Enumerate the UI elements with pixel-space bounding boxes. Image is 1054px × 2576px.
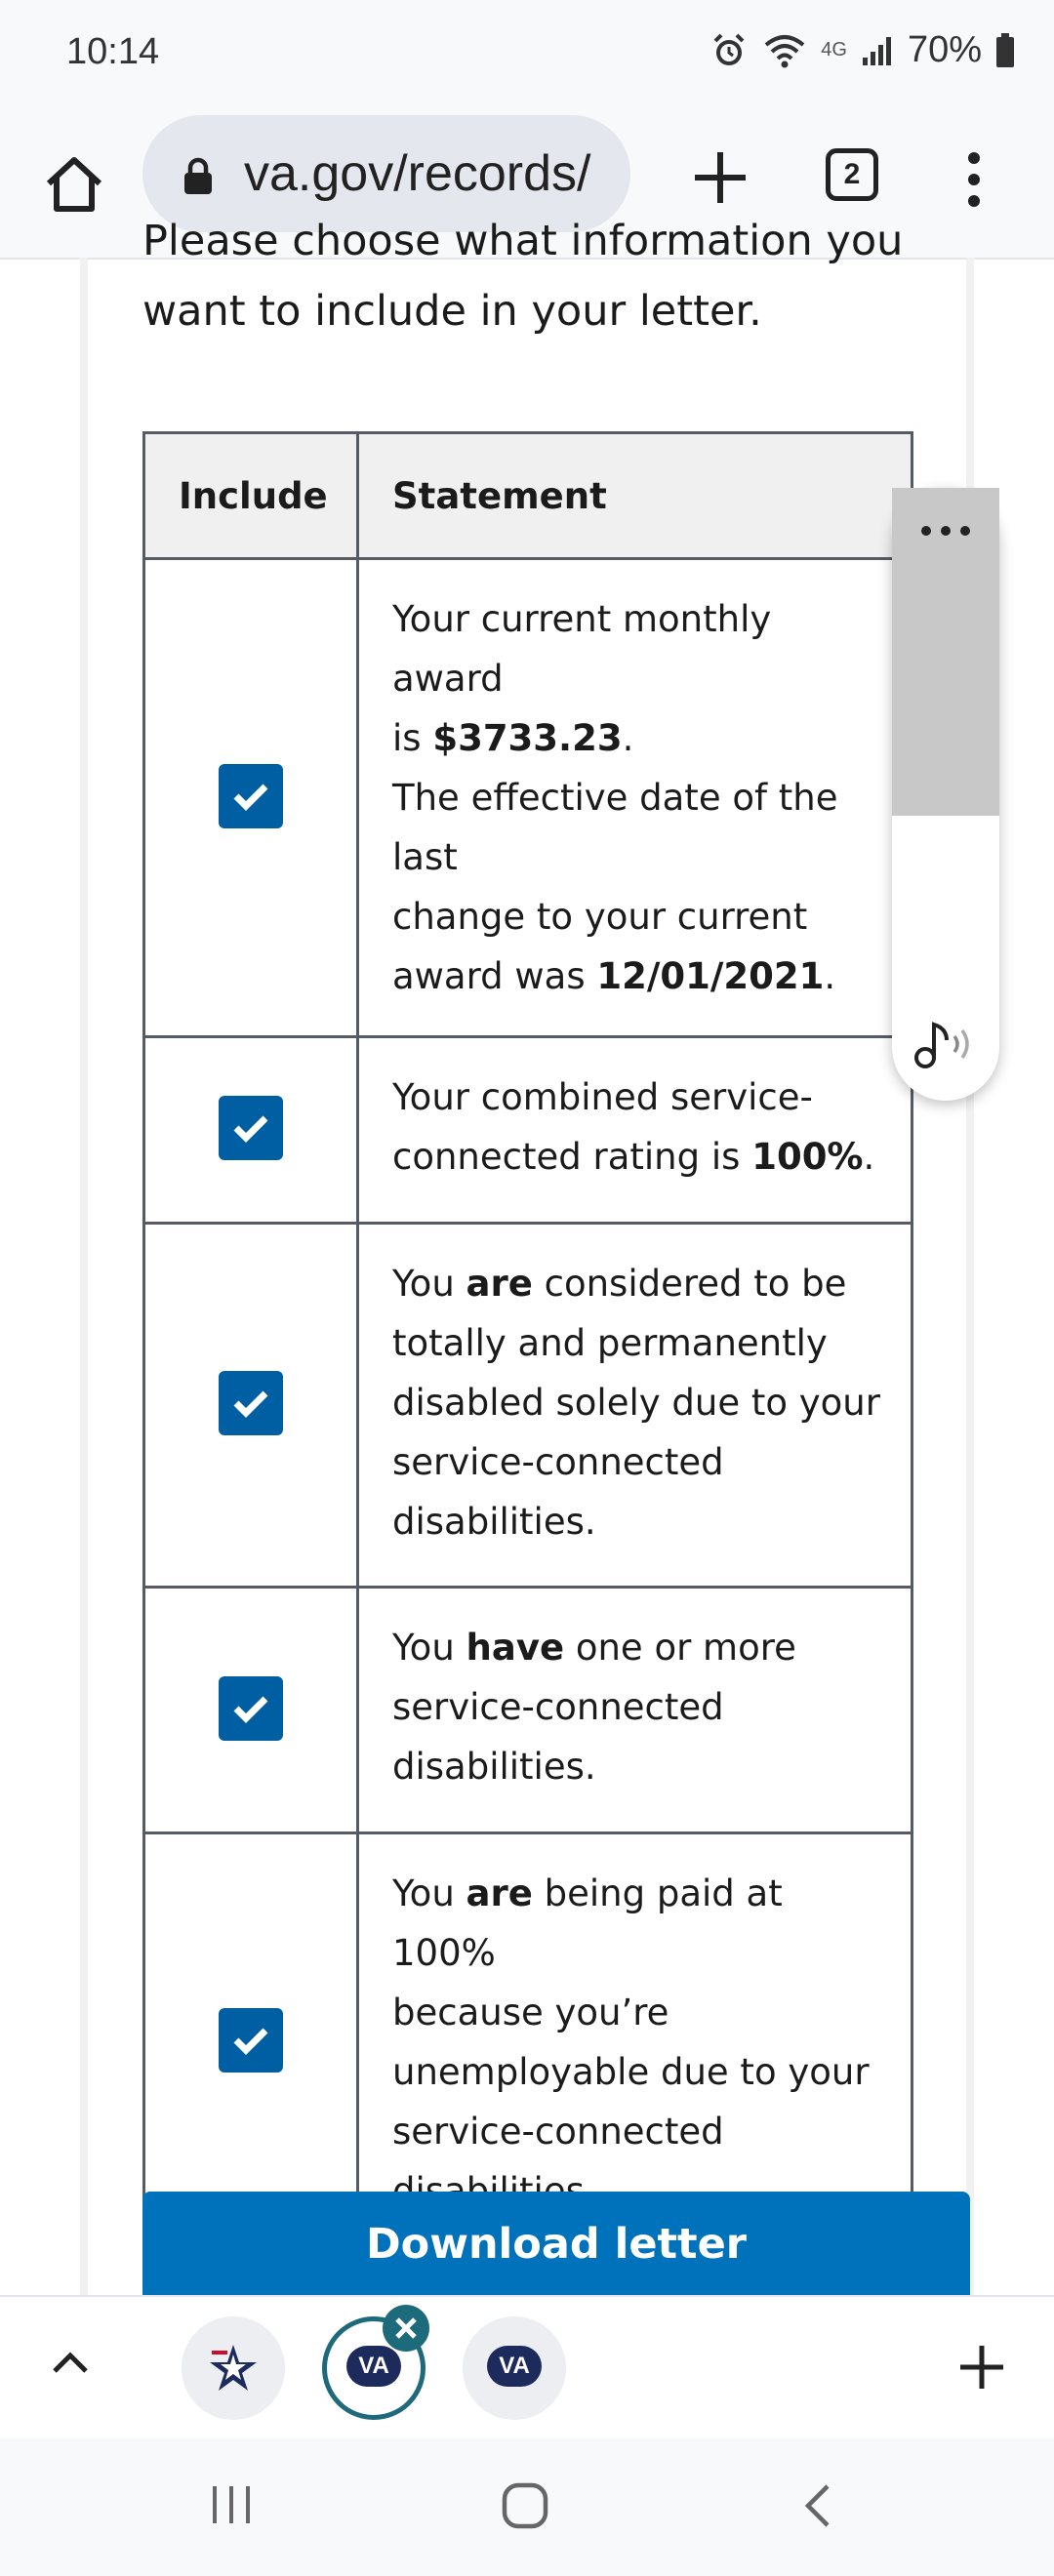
status-bar <box>0 0 1054 109</box>
status-time: 10:14 <box>66 31 160 72</box>
checkmark-icon <box>231 1111 270 1145</box>
menu-icon[interactable] <box>954 144 993 215</box>
signal-icon <box>861 34 894 67</box>
more-icon[interactable] <box>892 523 999 543</box>
include-cell <box>144 1588 358 1833</box>
system-nav-bar <box>0 2437 1054 2576</box>
checkmark-icon <box>231 1692 270 1725</box>
table-row <box>144 1224 912 1588</box>
table-row <box>144 559 912 1037</box>
include-cell <box>144 1224 358 1588</box>
add-tab-icon[interactable] <box>954 2340 1009 2395</box>
network-type: 4G <box>821 39 847 60</box>
status-icons <box>709 29 1015 71</box>
home-icon[interactable] <box>39 148 109 219</box>
include-checkbox[interactable] <box>219 1676 283 1741</box>
wifi-icon <box>762 31 807 70</box>
tab-switcher-button[interactable]: 2 <box>826 148 878 201</box>
lock-icon <box>182 157 215 196</box>
page-frame <box>80 258 88 2295</box>
tab-thumbnail[interactable] <box>463 2316 566 2420</box>
read-aloud-widget[interactable] <box>892 488 999 1101</box>
statement-text: Your combined service- connected rating is 100%. <box>358 1037 912 1224</box>
checkmark-icon <box>231 1387 270 1420</box>
url-text[interactable]: va.gov/records/ <box>244 145 591 202</box>
statement-text: Your current monthly award is $3733.23. The effective date of the last change to your current award was 12/01/2021. <box>358 559 912 1037</box>
include-checkbox[interactable] <box>219 764 283 828</box>
home-nav-icon[interactable] <box>500 2480 550 2531</box>
audio-icon[interactable] <box>912 1015 980 1073</box>
close-icon <box>383 2305 429 2352</box>
new-tab-icon[interactable] <box>689 146 751 209</box>
battery-percent: 70% <box>907 29 982 70</box>
statement-text: You are being paid at 100% because you’re unemployable due to your service-connected <box>358 1833 912 2252</box>
tab-strip <box>0 2295 1054 2439</box>
battery-icon <box>995 33 1015 68</box>
alarm-icon <box>709 31 749 70</box>
table-row <box>144 1037 912 1224</box>
va-logo: VA <box>346 2346 401 2387</box>
checkmark-icon <box>231 2024 270 2057</box>
header-statement: Statement <box>358 433 912 559</box>
statements-table <box>142 431 913 2253</box>
back-icon[interactable] <box>798 2480 837 2531</box>
close-tab-button[interactable] <box>383 2305 429 2352</box>
include-checkbox[interactable] <box>219 1371 283 1435</box>
download-letter-button[interactable]: Download letter <box>142 2192 970 2309</box>
include-cell <box>144 1037 358 1224</box>
va-logo: VA <box>487 2346 542 2387</box>
include-cell <box>144 1833 358 2252</box>
recent-apps-icon[interactable] <box>207 2480 256 2529</box>
include-checkbox[interactable] <box>219 2008 283 2073</box>
statement-text: You have one or more service-connected disabilities. <box>358 1588 912 1833</box>
star-logo-icon <box>204 2339 263 2397</box>
tab-thumbnail[interactable] <box>182 2316 285 2420</box>
intro-text-cut: Please choose what information you <box>142 217 904 265</box>
include-checkbox[interactable] <box>219 1096 283 1160</box>
table-row <box>144 1588 912 1833</box>
include-cell <box>144 559 358 1037</box>
statement-text: You are considered to be totally and permanently disabled solely due to your service-connected disabilities. <box>358 1224 912 1588</box>
chevron-up-icon[interactable] <box>49 2348 92 2377</box>
intro-text: want to include in your letter. <box>142 287 762 336</box>
checkmark-icon <box>231 780 270 813</box>
header-include: Include <box>144 433 358 559</box>
table-header-row <box>144 433 912 559</box>
table-row <box>144 1833 912 2252</box>
